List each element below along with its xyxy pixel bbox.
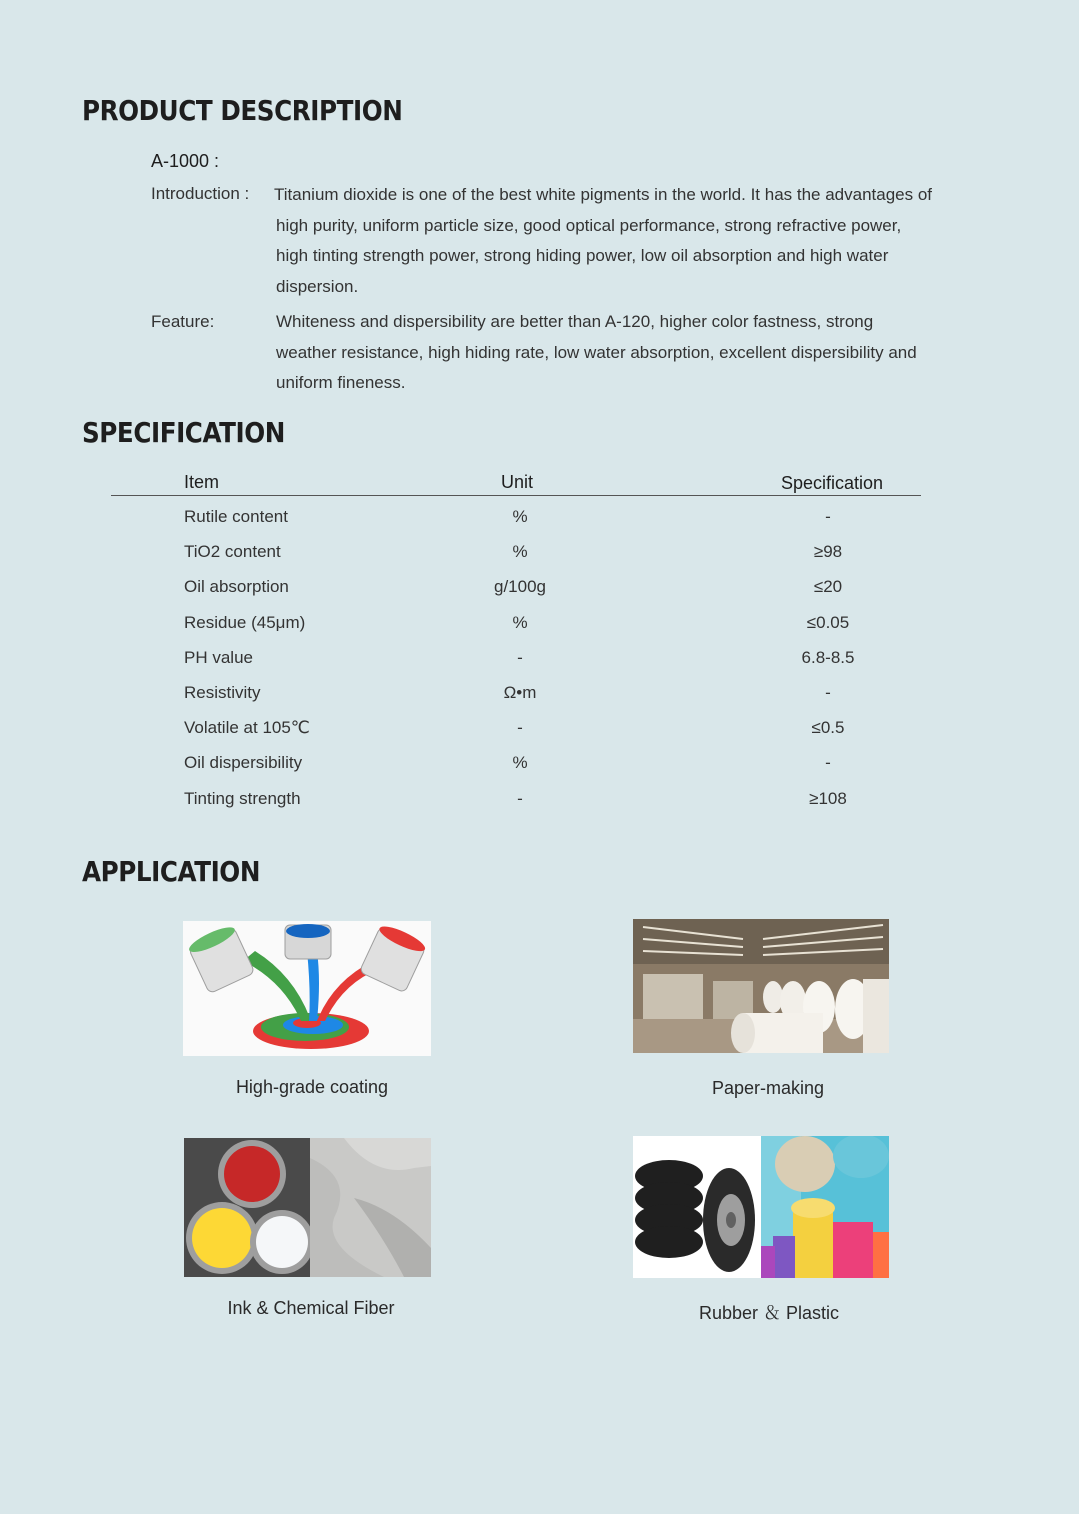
caption-ink-chemical-fiber: Ink & Chemical Fiber: [227, 1298, 395, 1318]
tires-and-pipes-illustration: [633, 1136, 889, 1278]
product-description-heading: PRODUCT DESCRIPTION: [82, 94, 403, 127]
spec-unit: %: [512, 753, 528, 773]
spec-item: TiO2 content: [184, 542, 281, 562]
paper-making-image: [633, 919, 889, 1053]
rubber-plastic-image: [633, 1136, 889, 1278]
spec-value: -: [825, 507, 831, 526]
table-row: [0, 782, 1079, 817]
product-model: A-1000 :: [151, 151, 220, 171]
spec-item: PH value: [184, 647, 253, 667]
spec-unit: Ω•m: [503, 682, 537, 702]
paper-mill-illustration: [633, 919, 889, 1053]
table-row: [0, 570, 1079, 605]
spec-value: -: [825, 682, 831, 702]
spec-unit: g/100g: [494, 577, 546, 597]
spec-unit: -: [517, 788, 523, 808]
spec-value: ≥98: [813, 542, 843, 562]
table-row: [0, 606, 1079, 641]
specification-heading: SPECIFICATION: [82, 416, 285, 449]
spec-table-body: [0, 500, 1079, 817]
caption-rubber-plastic: Rubber ＆ Plastic: [698, 1303, 840, 1323]
table-row: [0, 535, 1079, 570]
spec-value: -: [825, 753, 831, 773]
coating-image: [183, 921, 431, 1056]
table-row: [0, 711, 1079, 746]
ink-cans-and-fabric-illustration: [184, 1138, 431, 1277]
table-row: [0, 641, 1079, 676]
spec-unit: -: [517, 718, 523, 738]
spec-unit: -: [517, 647, 523, 667]
spec-item: Oil absorption: [184, 577, 289, 597]
ink-fiber-image: [184, 1138, 431, 1277]
paint-splash-illustration: [183, 921, 431, 1056]
spec-unit: %: [512, 612, 528, 632]
caption-paper-making: Paper-making: [711, 1078, 825, 1098]
table-row: [0, 746, 1079, 781]
spec-item: Rutile content: [184, 507, 288, 526]
spec-unit: %: [512, 507, 528, 526]
spec-header-item: Item: [184, 472, 220, 492]
spec-header-divider: [111, 495, 921, 496]
spec-item: Residue (45μm): [184, 612, 306, 632]
spec-value: ≤20: [813, 577, 843, 597]
spec-item: Volatile at 105℃: [184, 718, 310, 738]
application-heading: APPLICATION: [82, 855, 261, 888]
spec-header-specification: Specification: [781, 473, 884, 493]
spec-item: Tinting strength: [184, 788, 301, 808]
spec-header-unit: Unit: [501, 472, 534, 492]
spec-value: 6.8-8.5: [801, 647, 855, 667]
spec-value: ≤0.5: [811, 718, 845, 738]
table-row: [0, 676, 1079, 711]
table-row: [0, 500, 1079, 535]
feature-text: Whiteness and dispersibility are better than A-120, higher color fastness, strong weather resistance, high hiding rate, low water absorption, excellent dispersibility and uniform fineness.: [276, 312, 917, 392]
introduction-label: Introduction :: [151, 184, 250, 203]
feature-label: Feature:: [151, 312, 215, 331]
spec-value: ≤0.05: [806, 612, 850, 632]
introduction-text: Titanium dioxide is one of the best white pigments in the world. It has the advantages of high purity, uniform particle size, good optical performance, strong refractive power, high tinting strength power, strong hiding power, low oil absorption and high water dispersion.: [274, 185, 933, 296]
spec-unit: %: [512, 542, 528, 562]
spec-value: ≥108: [809, 788, 847, 808]
spec-item: Oil dispersibility: [184, 753, 303, 773]
spec-item: Resistivity: [184, 682, 261, 702]
caption-high-grade-coating: High-grade coating: [235, 1077, 389, 1097]
